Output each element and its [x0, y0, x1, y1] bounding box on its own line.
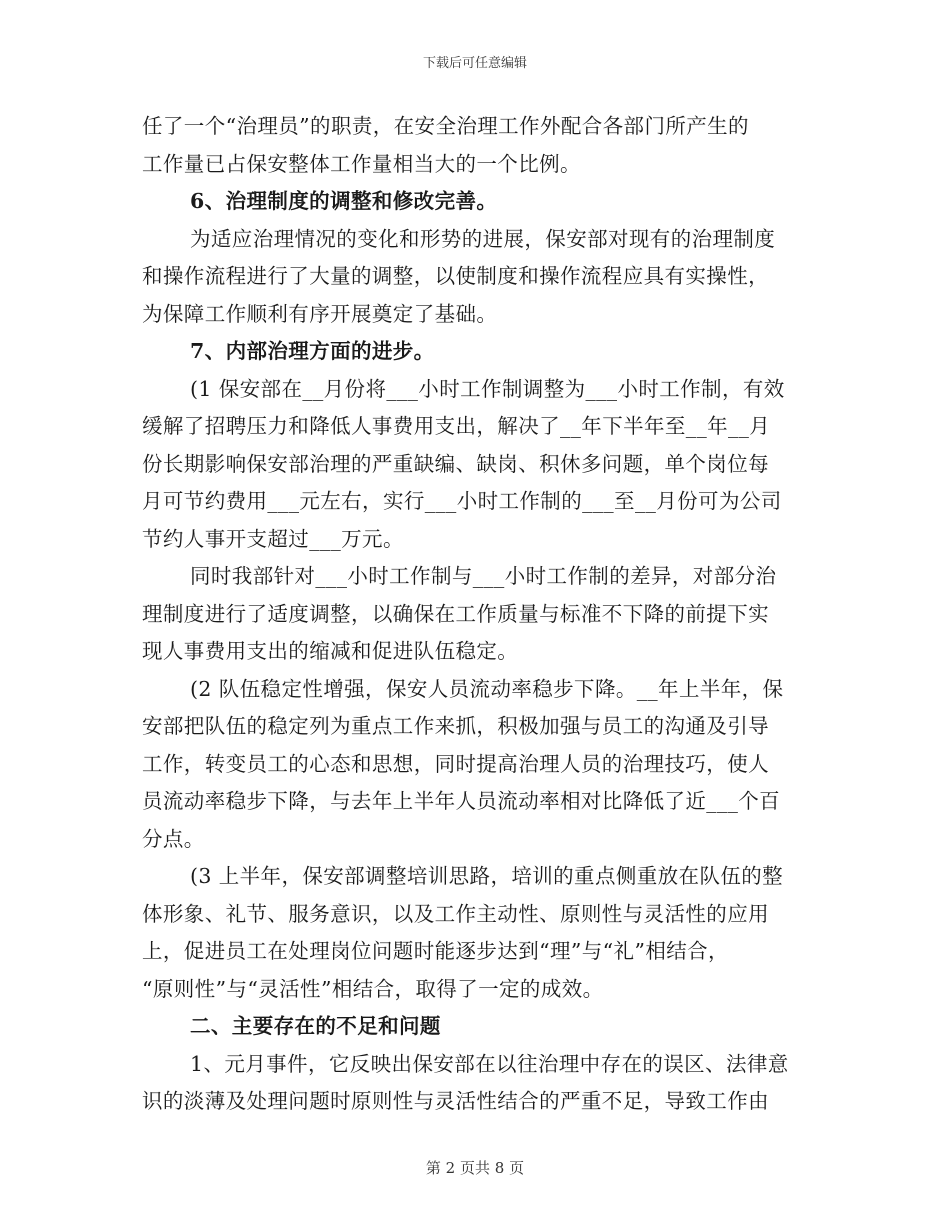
text-line: 月可节约费用___元左右，实行___小时工作制的___至__月份可为公司 [142, 489, 782, 513]
text-line: 任了一个“治理员”的职责，在安全治理工作外配合各部门所产生的 [142, 114, 749, 138]
text-line: 理制度进行了适度调整，以确保在工作质量与标准不下降的前提下实 [142, 601, 769, 626]
text-line: 分点。 [142, 826, 205, 851]
text-line: 员流动率稳步下降，与去年上半年人员流动率相对比降低了近___个百 [142, 789, 781, 813]
section-heading: 6、治理制度的调整和修改完善。 [190, 189, 498, 213]
text-line: 安部把队伍的稳定列为重点工作来抓，积极加强与员工的沟通及引导 [142, 714, 769, 738]
text-line: (2 队伍稳定性增强，保安人员流动率稳步下降。__年上半年，保 [190, 676, 784, 701]
text-line: 同时我部针对___小时工作制与___小时工作制的差异，对部分治 [190, 564, 777, 588]
text-line: (3 上半年，保安部调整培训思路，培训的重点侧重放在队伍的整 [190, 864, 784, 888]
text-line: 工作量已占保安整体工作量相当大的一个比例。 [142, 151, 581, 176]
text-line: 现人事费用支出的缩减和促进队伍稳定。 [142, 639, 519, 663]
text-line: 工作，转变员工的心态和思想，同时提高治理人员的治理技巧，使人 [142, 751, 769, 776]
text-line: 1、元月事件，它反映出保安部在以往治理中存在的误区、法律意 [190, 1051, 789, 1076]
page-header: 下载后可任意编辑 [422, 56, 527, 71]
text-line: 为适应治理情况的变化和形势的进展，保安部对现有的治理制度 [190, 226, 776, 251]
text-line: 识的淡薄及处理问题时原则性与灵活性结合的严重不足，导致工作由 [142, 1089, 769, 1113]
text-line: 节约人事开支超过___万元。 [142, 526, 404, 551]
text-line: 为保障工作顺利有序开展奠定了基础。 [142, 301, 498, 326]
page-footer: 第 2 页共 8 页 [425, 1159, 525, 1177]
text-line: 份长期影响保安部治理的严重缺编、缺岗、积休多问题，单个岗位每 [142, 451, 769, 476]
document-body [142, 108, 810, 1121]
text-line: 上，促进员工在处理岗位问题时能逐步达到“理”与“礼”相结合， [142, 939, 729, 963]
text-line: 缓解了招聘压力和降低人事费用支出，解决了__年下半年至__年__月 [142, 414, 771, 438]
text-line: 和操作流程进行了大量的调整，以使制度和操作流程应具有实操性， [142, 264, 769, 288]
section-heading: 二、主要存在的不足和问题 [190, 1014, 441, 1038]
text-line: 体形象、礼节、服务意识，以及工作主动性、原则性与灵活性的应用 [142, 901, 769, 926]
text-line: “原则性”与“灵活性”相结合，取得了一定的成效。 [142, 976, 604, 1001]
text-line: (1 保安部在__月份将___小时工作制调整为___小时工作制，有效 [190, 376, 785, 401]
section-heading: 7、内部治理方面的进步。 [190, 339, 435, 363]
